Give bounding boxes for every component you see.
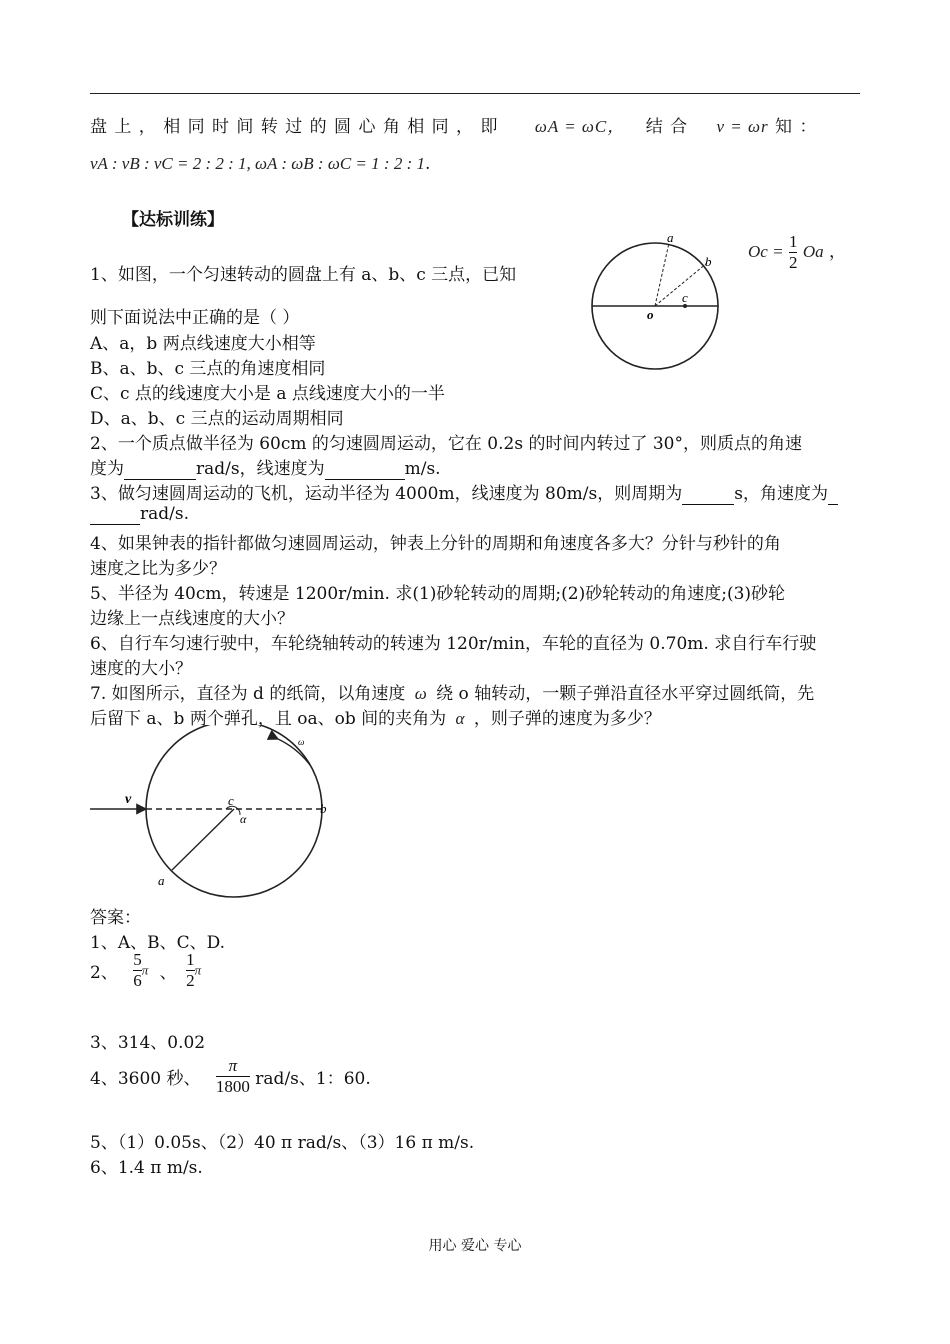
q4-line-1: 4、如果钟表的指针都做匀速圆周运动，钟表上分针的周期和角速度各多大？分针与秒针的角 — [90, 534, 781, 554]
intro-line-1 — [90, 112, 817, 137]
q1-option-d: D、a、b、c 三点的运动周期相同 — [90, 409, 344, 429]
answer-2-pi-1: π — [141, 962, 149, 978]
answer-1: 1、A、B、C、D. — [90, 933, 226, 953]
q1-formula-comma: ， — [829, 242, 847, 262]
answer-2-pi-2: π — [194, 962, 202, 978]
q3-blank-angular-start — [828, 484, 838, 505]
q1-disk-figure — [585, 228, 730, 378]
answers-title: 答案： — [90, 908, 141, 928]
answer-4-frac — [216, 1056, 250, 1097]
answer-2-frac-2-den: 2 — [186, 971, 195, 990]
answer-2-prefix: 2、 — [90, 963, 118, 983]
q1-formula-den: 2 — [788, 253, 798, 272]
answer-4-frac-den: 1800 — [215, 1077, 250, 1096]
intro-text: 盘 上 ， 相 同 时 间 转 过 的 圆 心 角 相 同 ， 即 — [90, 117, 499, 137]
label-v: v — [125, 792, 132, 807]
q7-text-d: ，则子弹的速度为多少？ — [473, 709, 661, 729]
label-c: c — [682, 290, 688, 305]
page-footer: 用心 爱心 专心 — [428, 1238, 522, 1254]
answer-6: 6、1.4 π m/s. — [90, 1158, 203, 1178]
q1-formula-fraction — [789, 232, 798, 273]
header-rule — [90, 93, 860, 94]
q7-cylinder-figure — [88, 725, 338, 900]
omega-equality-formula: ωA = ωC， — [534, 117, 626, 136]
q3-text-c: rad/s. — [140, 504, 189, 524]
answer-4-suffix: rad/s、1：60. — [255, 1069, 371, 1089]
label-omega: ω — [298, 737, 305, 747]
q2-text-c: m/s. — [404, 459, 441, 479]
section-title: 【达标训练】 — [122, 210, 224, 230]
label-b: b — [705, 254, 712, 269]
q5-line-2: 边缘上一点线速度的大小？ — [90, 609, 294, 629]
answer-4-frac-num: π — [228, 1056, 238, 1075]
answer-3: 3、314、0.02 — [90, 1033, 206, 1053]
ratio-formula: vA : vB : vC = 2 : 2 : 1, ωA : ωB : ωC = 1 : 2 : 1 — [90, 154, 425, 173]
q1-line-2: 则下面说法中正确的是（ ） — [90, 308, 300, 328]
answer-2 — [90, 950, 201, 991]
answer-4 — [90, 1056, 371, 1097]
answer-2-frac-1 — [133, 950, 142, 991]
q2-text-a: 度为 — [90, 459, 124, 479]
rotation-arrow — [278, 739, 310, 765]
label-a: a — [667, 230, 674, 245]
q3-line-2 — [90, 504, 189, 525]
label-alpha: α — [240, 812, 247, 826]
q1-formula-left: Oc = — [748, 242, 784, 261]
answer-2-frac-2 — [186, 950, 195, 991]
label-a: a — [158, 873, 165, 888]
q7-text-c: 后留下 a、b 两个弹孔，且 oa、ob 间的夹角为 — [90, 709, 447, 729]
answer-2-sep: 、 — [159, 963, 177, 983]
intro-line-2 — [90, 154, 430, 174]
q7-text-b: 绕 o 轴转动，一颗子弹沿直径水平穿过圆纸筒，先 — [436, 684, 815, 704]
radius-oa — [172, 809, 234, 870]
label-o: o — [647, 307, 654, 322]
q3-blank-period — [682, 484, 734, 505]
q1-line-1: 1、如图，一个匀速转动的圆盘上有 a、b、c 三点，已知 — [90, 265, 517, 285]
label-c: c — [228, 793, 234, 808]
q1-option-b: B、a、b、c 三点的角速度相同 — [90, 359, 326, 379]
intro-text-know: 知 ： — [775, 117, 818, 137]
intro-text-combine: 结 合 — [645, 117, 689, 137]
q1-option-c: C、c 点的线速度大小是 a 点线速度大小的一半 — [90, 384, 445, 404]
answer-5: 5、（1）0.05s、（2）40 π rad/s、（3）16 π m/s. — [90, 1133, 475, 1153]
label-b: b — [320, 801, 327, 816]
answer-4-prefix: 4、3600 秒、 — [90, 1069, 201, 1089]
alpha-symbol: α — [455, 709, 465, 728]
q4-line-2: 速度之比为多少？ — [90, 559, 226, 579]
q1-formula-right: Oa — [802, 242, 824, 261]
q6-line-2: 速度的大小？ — [90, 659, 192, 679]
q3-blank-angular — [90, 504, 140, 525]
q2-line-2 — [90, 454, 441, 480]
answer-2-frac-2-num: 1 — [186, 950, 195, 969]
q1-formula — [748, 232, 846, 273]
q7-line-1 — [90, 679, 814, 704]
q1-formula-num: 1 — [788, 232, 798, 251]
q2-blank-linear — [325, 459, 405, 480]
q3-text-a: 3、做匀速圆周运动的飞机，运动半径为 4000m，线速度为 80m/s，则周期为 — [90, 484, 683, 504]
answer-2-frac-1-num: 5 — [133, 950, 142, 969]
answer-2-frac-1-den: 6 — [133, 971, 142, 990]
omega-symbol: ω — [414, 684, 427, 703]
q1-option-a: A、a，b 两点线速度大小相等 — [90, 334, 316, 354]
q2-line-1: 2、一个质点做半径为 60cm 的匀速圆周运动，它在 0.2s 的时间内转过了 30°，则质点的角速 — [90, 434, 802, 454]
q6-line-1: 6、自行车匀速行驶中，车轮绕轴转动的转速为 120r/min，车轮的直径为 0.70m. 求自行车行驶 — [90, 634, 817, 654]
q5-line-1: 5、半径为 40cm，转速是 1200r/min. 求(1)砂轮转动的周期;(2)砂轮转动的角速度;(3)砂轮 — [90, 584, 786, 604]
q2-text-b: rad/s，线速度为 — [196, 459, 325, 479]
v-omega-r-formula: v = ωr — [716, 117, 769, 136]
q3-line-1 — [90, 479, 838, 505]
intro-period: . — [424, 154, 431, 174]
q2-blank-angular — [124, 459, 196, 480]
q3-text-b: s，角速度为 — [734, 484, 828, 504]
q7-text-a: 7. 如图所示，直径为 d 的纸筒，以角速度 — [90, 684, 406, 704]
